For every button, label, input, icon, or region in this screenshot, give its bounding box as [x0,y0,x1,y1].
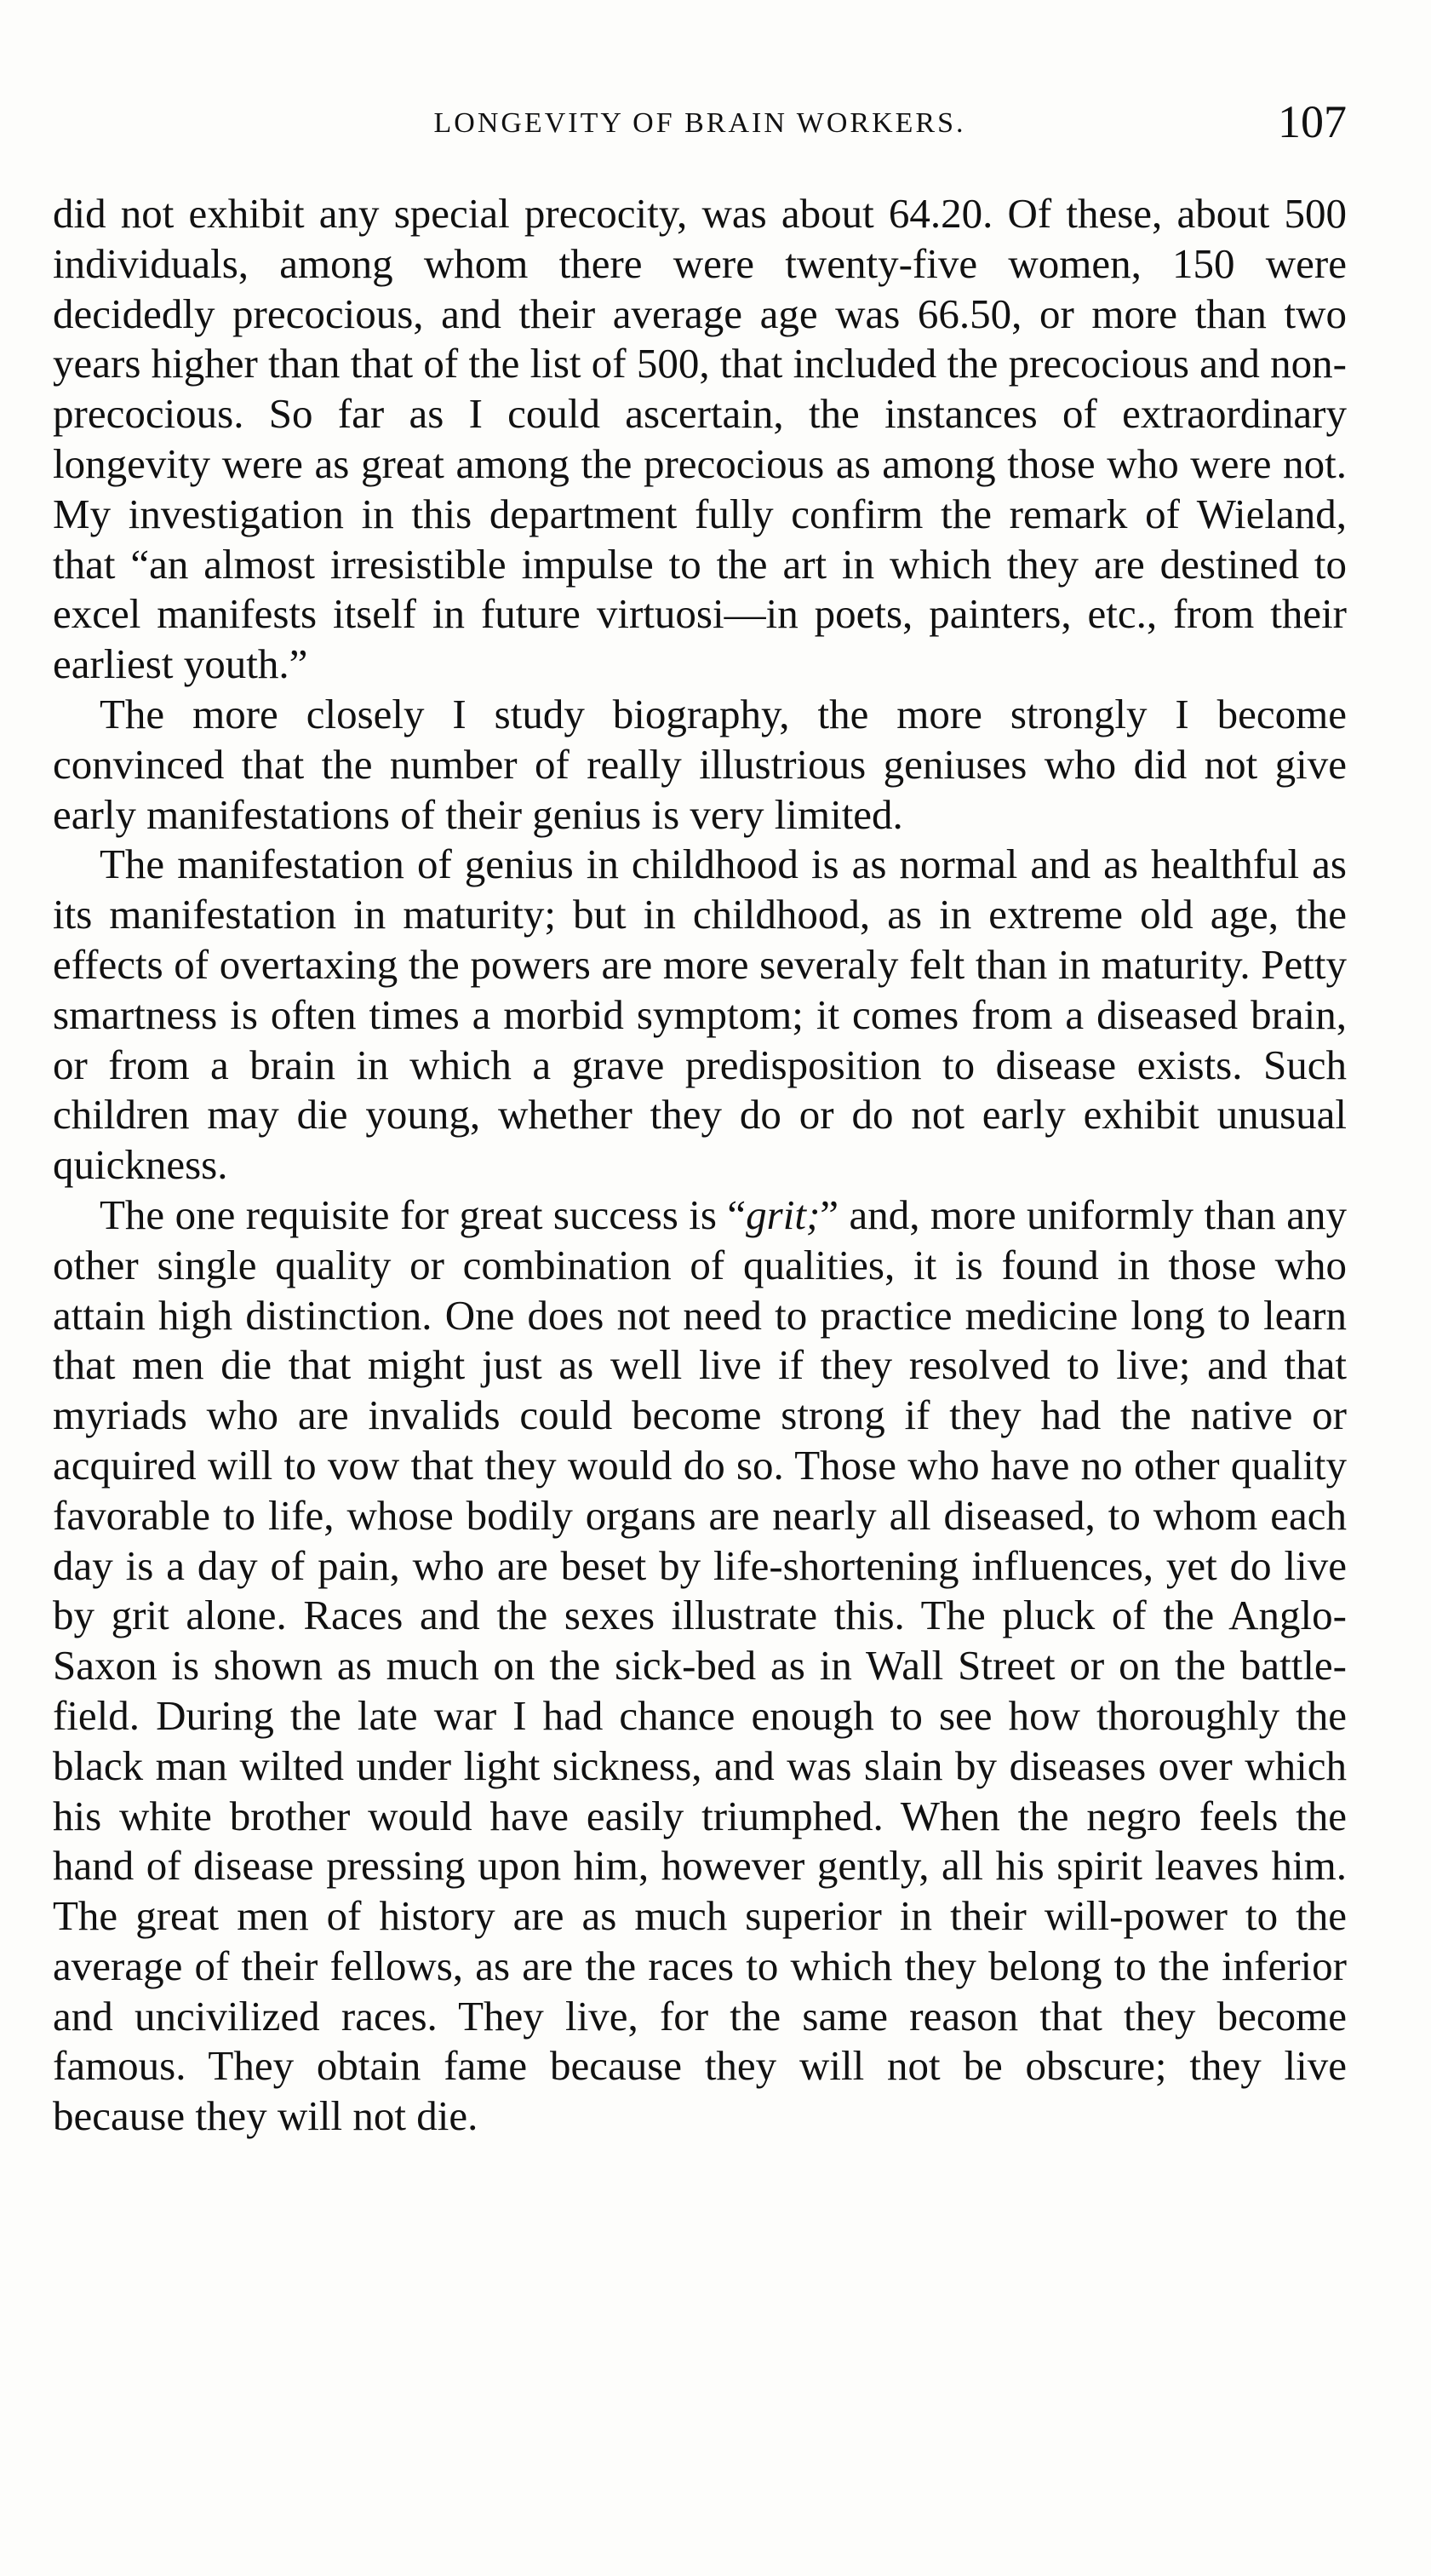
paragraph-continued: did not exhibit any special precocity, was about 64.20. Of these, about 500 individuals, among whom there were twenty-five women, 150 were decidedly precocious, and their average age was 66.50, or more than two years higher than that of the list of 500, that included the precocious and non-precocious. So far as I could ascertain, the instances of extraordinary longevity were as great among the precocious as among those who were not. My investigation in this department fully confirm the remark of Wieland, that “an almost irresistible impulse to the art in which they are destined to excel manifests itself in future virtuosi—in poets, painters, etc., from their earliest youth.” [53,190,1347,688]
running-header [53,95,1347,155]
paragraph-biography: The more closely I study biography, the more strongly I become convinced that the number of really illustrious geniuses who did not give early manifestations of their genius is very limited. [53,690,1347,838]
body-text [53,189,1347,2142]
paragraph-grit [53,1190,1347,2142]
running-title: LONGEVITY OF BRAIN WORKERS. [433,107,966,139]
grit-text-before: The one requisite for great success is “ [100,1190,747,1238]
paragraph-childhood-genius: The manifestation of genius in childhood is as normal and as healthful as its manifestation in maturity; but in childhood, as in extreme old age, the effects of overtaxing the powers are more severaly felt than in maturity. Petty smartness is often times a morbid symptom; it comes from a diseased brain, or from a brain in which a grave predisposition to disease exists. Such children may die young, whether they do or do not early exhibit unusual quickness. [53,840,1347,1189]
page-number: 107 [1278,96,1347,147]
grit-text-after: ” and, more uniformly than any other single quality or combination of qualities, it is found in those who attain high distinction. One does not need to practice medicine long to learn that men die that might just as well live if they resolved to live; and that myriads who are invalids could become strong if they had the native or acquired will to vow that they would do so. Those who have no other quality favorable to life, whose bodily organs are nearly all diseased, to whom each day is a day of pain, who are beset by life-shortening influences, yet do live by grit alone. Races and the sexes illustrate this. The pluck of the Anglo-Saxon is shown as much on the sick-bed as in Wall Street or on the battle-field. During the late war I had chance enough to see how thoroughly the black man wilted under light sickness, and was slain by diseases over which his white brother would have easily triumphed. When the negro feels the hand of disease pressing upon him, however gently, all his spirit leaves him. The great men of history are as much superior in their will-power to the average of their fellows, as are the races to which they belong to the inferior and uncivilized races. They live, for the same reason that they become famous. They obtain fame because they will not be obscure; they live because they will not die. [53,1190,1347,2140]
grit-quote-word: grit; [746,1190,821,1238]
